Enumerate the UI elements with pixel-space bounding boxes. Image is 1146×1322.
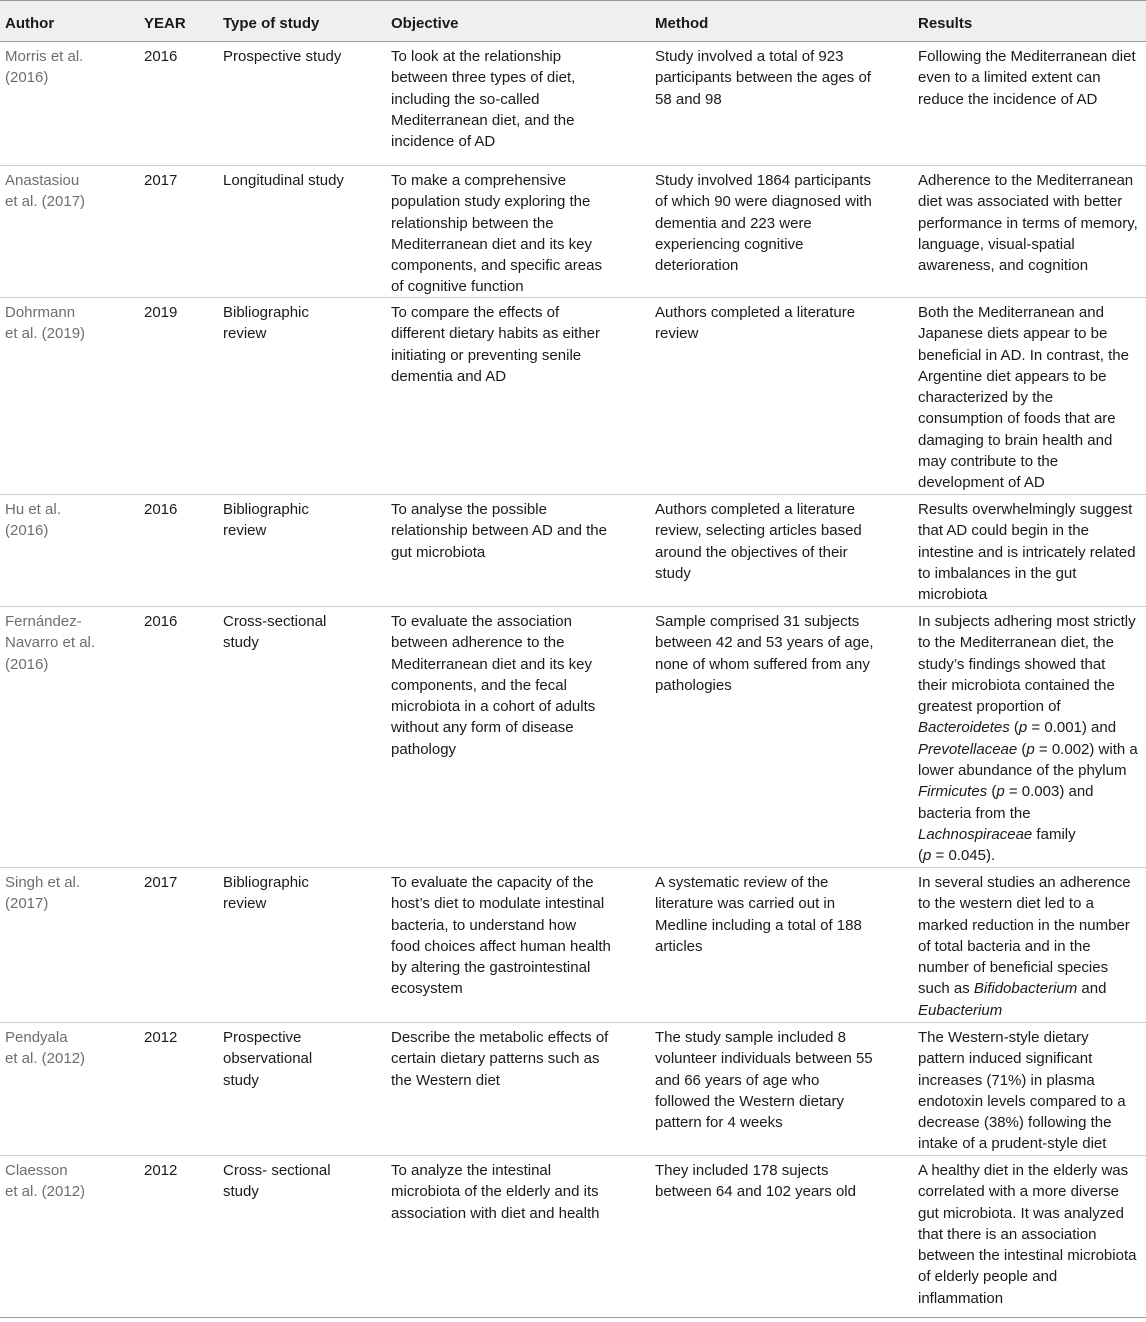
cell-results: The Western-style dietary pattern induced significant increases (71%) in plasma endotoxin levels compared to a decrease (38%) following the intake of a prudent-style diet [918,1029,1126,1153]
cell-objective: Describe the metabolic effects of certain dietary patterns such as the Western diet [391,1029,609,1089]
results-line: Firmicutes (p = 0.003) and [918,783,1094,801]
header-year: YEAR [144,15,186,32]
header-results: Results [918,15,973,32]
cell-type: Longitudinal study [223,172,344,189]
cell-method: Study involved a total of 923 participants between the ages of 58 and 98 [655,48,871,108]
cell-type: Cross- sectional study [223,1162,331,1201]
cell-year: 2016 [144,613,178,630]
cell-type: Bibliographic review [223,501,309,540]
table-header [0,0,1146,42]
results-line: Eubacterium [918,1001,1003,1019]
results-line: In several studies an adherence [918,874,1131,891]
cell-type: Bibliographic review [223,304,309,343]
cell-year: 2016 [144,48,178,65]
cell-objective: To make a comprehensive population study exploring the relationship between the Mediterranean diet and its key components, and specific areas of cognitive function [391,172,602,296]
results-line: Prevotellaceae (p = 0.002) with a [918,740,1138,758]
cell-results: Results overwhelmingly suggest that AD could begin in the intestine and is intricately related to imbalances in the gut microbiota [918,501,1136,604]
cell-author: Anastasiou et al. (2017) [5,172,86,211]
cell-objective: To evaluate the capacity of the host’s diet to modulate intestinal bacteria, to understand how food choices affect human health by altering the gastrointestinal ecosystem [391,874,611,998]
cell-method: Study involved 1864 participants of which 90 were diagnosed with dementia and 223 were experiencing cognitive deterioration [655,172,872,275]
results-line: marked reduction in the number [918,916,1130,934]
results-line: bacteria from the [918,804,1031,822]
cell-method: Authors completed a literature review [655,304,856,343]
cell-author: Hu et al. (2016) [5,501,61,540]
cell-results: A healthy diet in the elderly was correlated with a more diverse gut microbiota. It was analyzed that there is an association between the intestinal microbiota of elderly people and inflammation [918,1162,1137,1307]
cell-method: They included 178 sujects between 64 and 102 years old [655,1162,856,1201]
table-row [0,868,1146,1023]
cell-year: 2012 [144,1162,178,1179]
cell-author: Dohrmann et al. (2019) [5,304,86,343]
cell-method: Sample comprised 31 subjects between 42 and 53 years of age, none of whom suffered from any pathologies [655,613,874,694]
results-line: to the western diet led to a [918,895,1094,913]
cell-type: Prospective observational study [223,1029,313,1089]
table-row [0,495,1146,607]
cell-results [918,872,1146,1021]
header-objective: Objective [391,15,459,32]
cell-author: Morris et al. (2016) [5,48,84,87]
cell-author: Singh et al. (2017) [5,874,81,913]
cell-type: Bibliographic review [223,874,309,913]
results-line: Bacteroidetes (p = 0.001) and [918,719,1117,737]
cell-objective: To look at the relationship between three types of diet, including the so-called Mediterranean diet, and the incidence of AD [391,48,576,151]
results-line: to the Mediterranean diet, the [918,634,1114,652]
results-line: In subjects adhering most strictly [918,613,1136,630]
cell-year: 2012 [144,1029,178,1046]
cell-results: Both the Mediterranean and Japanese diets appear to be beneficial in AD. In contrast, the Argentine diet appears to be characterized by the consumption of foods that are damaging to brain health and may contribute to the development of AD [918,304,1129,492]
table-row [0,166,1146,298]
results-line: number of beneficial species [918,959,1109,977]
cell-year: 2019 [144,304,178,321]
cell-type: Cross-sectional study [223,613,327,652]
cell-method: The study sample included 8 volunteer individuals between 55 and 66 years of age who followed the Western dietary pattern for 4 weeks [655,1029,873,1132]
cell-method: Authors completed a literature review, selecting articles based around the objectives of their study [655,501,862,582]
table-row [0,1023,1146,1156]
cell-type: Prospective study [223,48,342,65]
results-line: (p = 0.045). [918,847,996,865]
cell-author: Claesson et al. (2012) [5,1162,86,1201]
cell-year: 2016 [144,501,178,518]
cell-year: 2017 [144,874,178,891]
results-line: their microbiota contained the [918,676,1115,694]
results-line: such as Bifidobacterium and [918,980,1107,998]
cell-objective: To analyse the possible relationship between AD and the gut microbiota [391,501,607,561]
cell-objective: To compare the effects of different dietary habits as either initiating or preventing senile dementia and AD [391,304,601,385]
cell-objective: To evaluate the association between adherence to the Mediterranean diet and its key components, and the fecal microbiota in a cohort of adults without any form of disease pathology [391,613,596,758]
table-row [0,298,1146,495]
table-row [0,607,1146,868]
cell-year: 2017 [144,172,178,189]
results-line: study’s findings showed that [918,655,1106,673]
cell-author: Fernández- Navarro et al. (2016) [5,613,96,673]
results-line: Lachnospiraceae family [918,825,1076,843]
results-line: greatest proportion of [918,698,1061,716]
cell-results [918,611,1146,867]
cell-objective: To analyze the intestinal microbiota of the elderly and its association with diet and health [391,1162,600,1222]
results-line: lower abundance of the phylum [918,762,1127,780]
header-method: Method [655,15,709,32]
table-row [0,42,1146,166]
cell-method: A systematic review of the literature was carried out in Medline including a total of 188 articles [655,874,862,955]
cell-author: Pendyala et al. (2012) [5,1029,86,1068]
header-author: Author [5,15,55,32]
table-row [0,1156,1146,1318]
cell-results: Following the Mediterranean diet even to a limited extent can reduce the incidence of AD [918,48,1136,108]
cell-results: Adherence to the Mediterranean diet was associated with better performance in terms of memory, language, visual-spatial awareness, and cognition [918,172,1138,275]
header-type: Type of study [223,15,320,32]
results-line: of total bacteria and in the [918,937,1091,955]
